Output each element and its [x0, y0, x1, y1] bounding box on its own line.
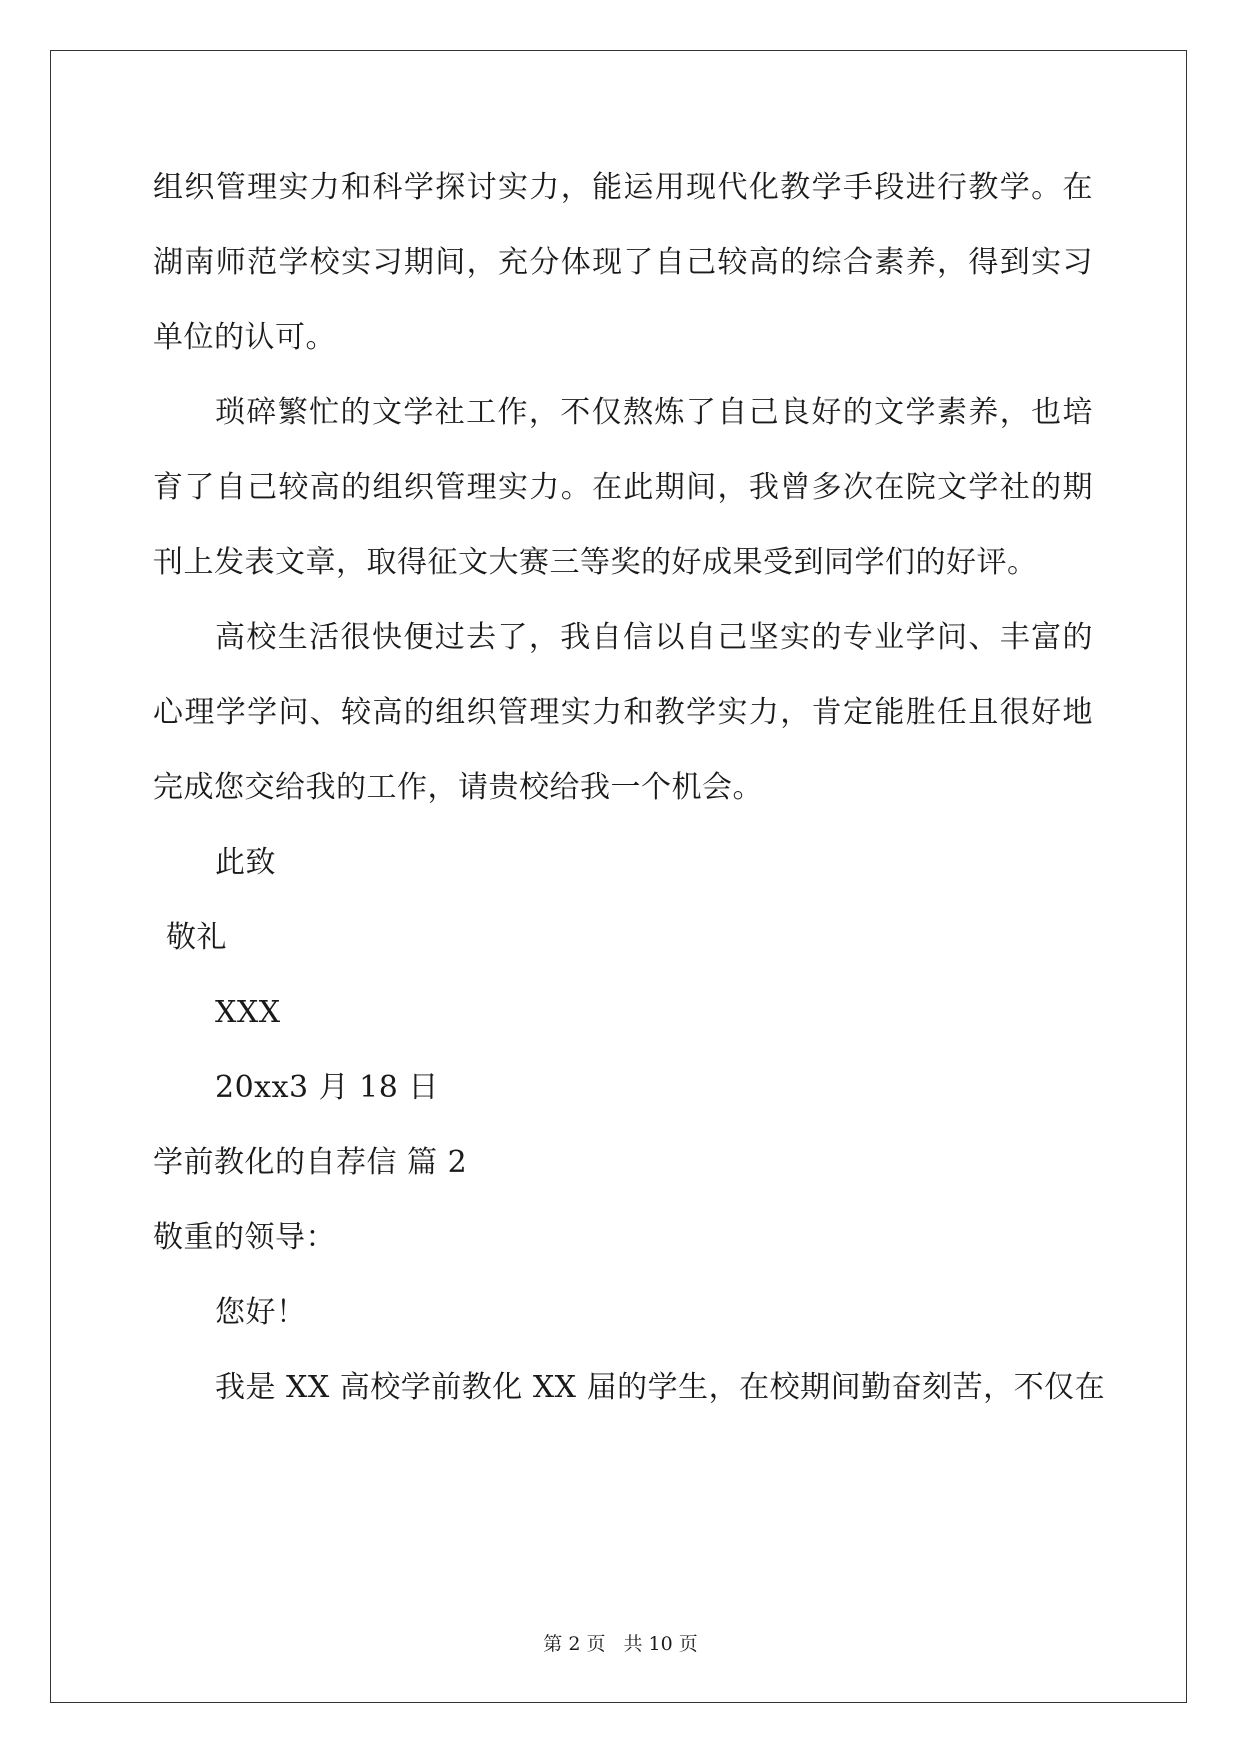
signature-date: 20xx3 月 18 日 — [215, 1070, 439, 1105]
body-line-2: 湖南师范学校实习期间，充分体现了自己较高的综合素养，得到实习 — [153, 245, 1093, 280]
body-line-3: 单位的认可。 — [153, 320, 336, 355]
letter-hello: 您好！ — [215, 1295, 307, 1330]
body-line-9: 完成您交给我的工作，请贵校给我一个机会。 — [153, 770, 763, 805]
signature-name: XXX — [215, 995, 281, 1030]
body-line-6: 刊上发表文章，取得征文大赛三等奖的好成果受到同学们的好评。 — [153, 545, 1038, 580]
page-footer — [0, 1632, 1241, 1656]
page-total: 共 10 页 — [623, 1633, 698, 1655]
body-line-8: 心理学学问、较高的组织管理实力和教学实力，肯定能胜任且很好地 — [153, 695, 1093, 730]
body-line-7: 高校生活很快便过去了，我自信以自己坚实的专业学问、丰富的 — [215, 620, 1093, 655]
body-line-last: 我是 XX 高校学前教化 XX 届的学生，在校期间勤奋刻苦，不仅在 — [215, 1370, 1106, 1405]
body-line-5: 育了自己较高的组织管理实力。在此期间，我曾多次在院文学社的期 — [153, 470, 1093, 505]
letter-greeting: 敬重的领导： — [153, 1220, 336, 1255]
closing-salutation: 此致 — [215, 845, 276, 880]
body-line-1: 组织管理实力和科学探讨实力，能运用现代化教学手段进行教学。在 — [153, 170, 1093, 205]
section-heading: 学前教化的自荐信 篇 2 — [153, 1145, 468, 1180]
closing-regards: 敬礼 — [166, 920, 227, 955]
page-number: 第 2 页 — [543, 1633, 606, 1655]
body-line-4: 琐碎繁忙的文学社工作，不仅熬炼了自己良好的文学素养，也培 — [215, 395, 1093, 430]
